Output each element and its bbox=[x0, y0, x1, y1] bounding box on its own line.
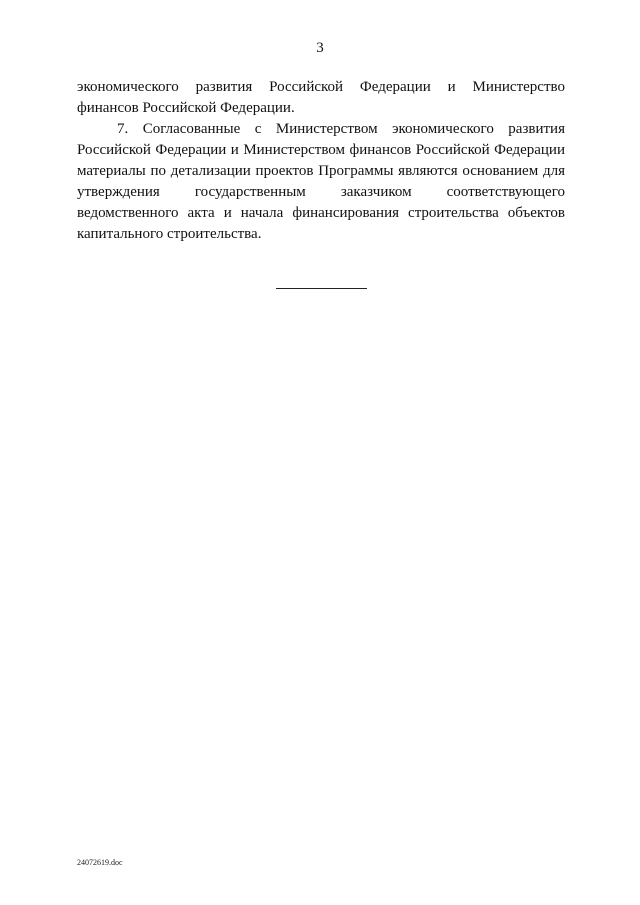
text-line: экономического развития Российской Федерации и Министерство bbox=[77, 79, 565, 95]
end-separator-line bbox=[276, 288, 367, 289]
body-text bbox=[77, 77, 565, 245]
document-id-footer: 24072619.doc bbox=[77, 858, 123, 867]
text-line: финансов Российской Федерации. bbox=[77, 100, 295, 116]
paragraph-continuation bbox=[77, 77, 565, 119]
text-line: капитального строительства. bbox=[77, 226, 262, 242]
text-line: 7. Согласованные с Министерством экономического развития bbox=[117, 121, 565, 137]
text-line: утверждения государственным заказчиком соответствующего bbox=[77, 184, 565, 200]
text-line: Российской Федерации и Министерством финансов Российской Федерации bbox=[77, 142, 565, 158]
text-line: материалы по детализации проектов Программы являются основанием для bbox=[77, 163, 565, 179]
page-number: 3 bbox=[316, 40, 324, 56]
text-line: ведомственного акта и начала финансирования строительства объектов bbox=[77, 205, 565, 221]
paragraph-item-7 bbox=[77, 119, 565, 245]
